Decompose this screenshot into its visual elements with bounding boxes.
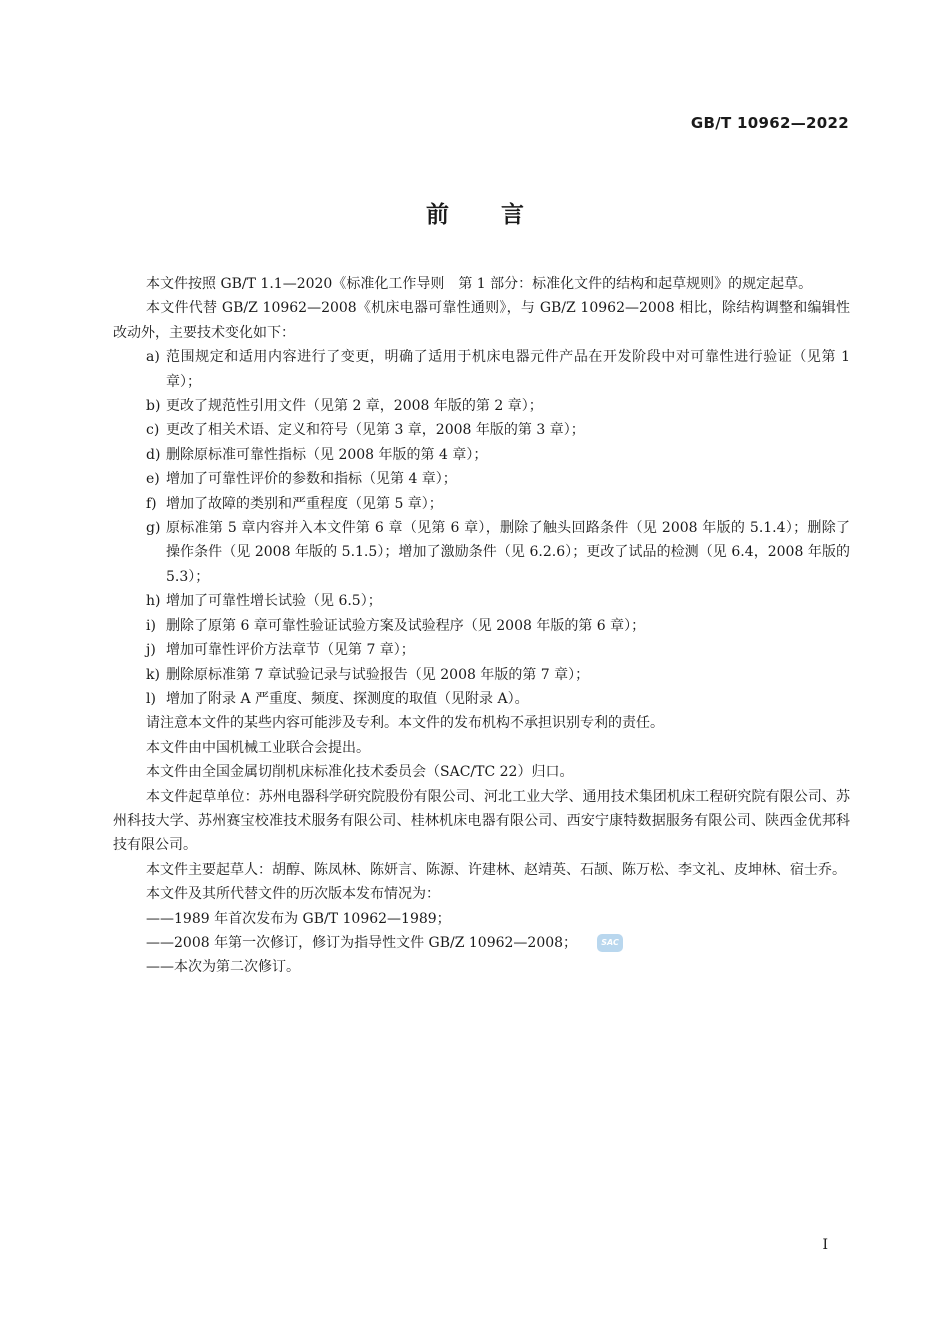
list-marker: j): [146, 642, 156, 659]
list-item-text: 增加了可靠性评价的参数和指标（见第 4 章）；: [166, 471, 457, 488]
list-item-text: 更改了规范性引用文件（见第 2 章，2008 年版的第 2 章）；: [166, 398, 543, 415]
list-item: [113, 687, 850, 711]
list-item-text: 更改了相关术语、定义和符号（见第 3 章，2008 年版的第 3 章）；: [166, 422, 585, 439]
list-item: [113, 345, 850, 394]
history-item: [113, 931, 850, 955]
paragraph-patent-notice: 请注意本文件的某些内容可能涉及专利。本文件的发布机构不承担识别专利的责任。: [146, 715, 664, 732]
paragraph-replacement: 本文件代替 GB/Z 10962—2008《机床电器可靠性通则》，与 GB/Z 10962—2008 相比，除结构调整和编辑性改动外，主要技术变化如下：: [113, 300, 850, 341]
paragraph-drafting-rules: 本文件按照 GB/T 1.1—2020《标准化工作导则 第 1 部分：标准化文件的结构和起草规则》的规定起草。: [146, 276, 813, 292]
history-item: ——1989 年首次发布为 GB/T 10962—1989；: [146, 910, 451, 927]
document-body: [113, 272, 850, 980]
list-marker: h): [146, 593, 161, 610]
paragraph-drafters: 本文件主要起草人：胡醇、陈凤林、陈妍言、陈源、许建林、赵靖英、石颉、陈万松、李文礼、皮坤林、宿士乔。: [146, 861, 846, 878]
list-marker: f): [146, 495, 157, 512]
list-marker: l): [146, 690, 156, 707]
list-marker: b): [146, 398, 161, 415]
list-item-text: 原标准第 5 章内容并入本文件第 6 章（见第 6 章），删除了触头回路条件（见 2008 年版的 5.1.4）；删除了操作条件（见 2008 年版的 5.1.5）；增加了激励条件（见 6.2.6）；更改了试品的检测（见 6.4，2008 年版的 5.3）；: [166, 520, 850, 585]
list-item: [113, 394, 850, 418]
list-item: [113, 638, 850, 662]
list-item: [113, 418, 850, 442]
list-marker: c): [146, 422, 160, 439]
list-marker: i): [146, 617, 156, 634]
list-item-text: 增加了故障的类别和严重程度（见第 5 章）；: [166, 495, 443, 512]
changes-list: [113, 345, 850, 711]
list-item: [113, 467, 850, 491]
list-item-text: 增加了可靠性增长试验（见 6.5）；: [166, 593, 382, 610]
paragraph-drafting-units: 本文件起草单位：苏州电器科学研究院股份有限公司、河北工业大学、通用技术集团机床工程研究院有限公司、苏州科技大学、苏州赛宝校准技术服务有限公司、桂林机床电器有限公司、西安宁康特数据服务有限公司、陕西金优邦科技有限公司。: [113, 788, 850, 854]
standard-number: GB/T 10962—2022: [690, 114, 849, 132]
list-item-text: 范围规定和适用内容进行了变更，明确了适用于机床电器元件产品在开发阶段中对可靠性进行验证（见第 1 章）；: [166, 349, 850, 390]
list-item: [113, 443, 850, 467]
list-marker: e): [146, 471, 160, 488]
list-marker: a): [146, 349, 160, 366]
list-item-text: 删除原标准第 7 章试验记录与试验报告（见 2008 年版的第 7 章）；: [166, 666, 590, 683]
page-number: I: [822, 1237, 828, 1253]
list-item-text: 删除了原第 6 章可靠性验证试验方案及试验程序（见 2008 年版的第 6 章）；: [166, 617, 646, 634]
list-item: [113, 663, 850, 687]
list-item: [113, 589, 850, 613]
history-item: ——本次为第二次修订。: [146, 959, 300, 976]
list-item-text: 删除原标准可靠性指标（见 2008 年版的第 4 章）；: [166, 446, 488, 463]
list-item: [113, 614, 850, 638]
history-item-text: ——2008 年第一次修订，修订为指导性文件 GB/Z 10962—2008；: [146, 934, 578, 951]
list-item-text: 增加可靠性评价方法章节（见第 7 章）；: [166, 642, 415, 659]
list-marker: k): [146, 666, 160, 683]
paragraph-history-intro: 本文件及其所代替文件的历次版本发布情况为：: [146, 886, 440, 903]
page-title: 前言: [426, 202, 576, 228]
list-item-text: 增加了附录 A 严重度、频度、探测度的取值（见附录 A）。: [166, 690, 529, 707]
list-item: [113, 516, 850, 589]
list-marker: d): [146, 446, 161, 463]
list-item: [113, 492, 850, 516]
paragraph-committee: 本文件由全国金属切削机床标准化技术委员会（SAC/TC 22）归口。: [146, 764, 574, 781]
sac-logo-icon: SAC: [597, 934, 623, 952]
list-marker: g): [146, 520, 161, 537]
paragraph-proposer: 本文件由中国机械工业联合会提出。: [146, 739, 370, 756]
